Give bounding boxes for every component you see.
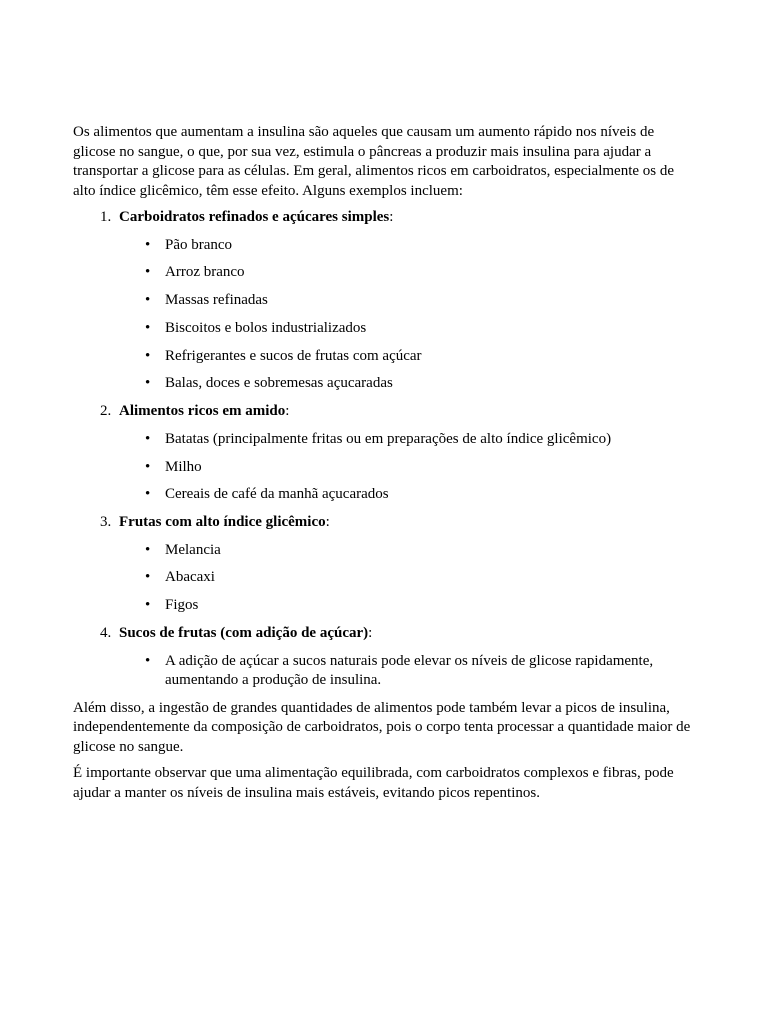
category-item <box>73 402 695 505</box>
food-item-text: Biscoitos e bolos industrializados <box>165 319 367 336</box>
food-list-item <box>119 236 695 256</box>
bullet-icon: • <box>145 486 151 503</box>
category-title: Carboidratos refinados e açúcares simples <box>119 209 390 225</box>
bullet-icon: • <box>145 292 151 309</box>
category-colon: : <box>285 403 290 420</box>
bullet-icon: • <box>145 541 151 558</box>
food-item-text: Melancia <box>165 541 221 558</box>
category-title: Sucos de frutas (com adição de açúcar) <box>119 625 369 642</box>
bullet-icon: • <box>145 264 151 281</box>
category-heading <box>119 624 695 644</box>
paragraph-insulin-spikes: Além disso, a ingestão de grandes quantidades de alimentos pode também levar a picos de insulina, independentemente da composição de carboidratos, pois o corpo tenta processar a quantidade maior de glicose no sangue. <box>73 699 691 755</box>
intro-paragraph: Os alimentos que aumentam a insulina são aqueles que causam um aumento rápido nos níveis de glicose no sangue, o que, por sua vez, estimula o pâncreas a produzir mais insulina para ajudar a transportar a glicose para as células. Em geral, alimentos ricos em carboidratos, especialmente os de alto índice glicêmico, têm esse efeito. Alguns exemplos incluem: <box>73 124 675 199</box>
bullet-icon: • <box>145 375 151 392</box>
food-sub-list <box>119 541 695 616</box>
food-item-text: A adição de açúcar a sucos naturais pode elevar os níveis de glicose rapidamente, aumentando a produção de insulina. <box>165 652 654 689</box>
food-item-text: Pão branco <box>165 236 233 253</box>
food-item-text: Figos <box>165 597 199 614</box>
category-heading <box>119 402 695 422</box>
bullet-icon: • <box>145 319 151 336</box>
category-number: 1. <box>100 209 112 225</box>
category-item <box>73 208 695 394</box>
food-list-item <box>119 430 695 450</box>
category-colon: : <box>368 625 373 642</box>
category-colon: : <box>389 209 394 225</box>
food-category-list <box>73 208 695 691</box>
food-item-text: Abacaxi <box>165 569 215 586</box>
category-heading <box>119 513 695 533</box>
food-list-item <box>119 568 695 588</box>
bullet-icon: • <box>145 597 151 614</box>
category-number: 2. <box>100 403 112 420</box>
food-list-item <box>119 374 695 394</box>
food-list-item <box>119 458 695 478</box>
category-item <box>73 513 695 616</box>
food-list-item <box>119 541 695 561</box>
food-list-item <box>119 291 695 311</box>
food-item-text: Refrigerantes e sucos de frutas com açúcar <box>165 347 422 364</box>
food-sub-list <box>119 236 695 394</box>
food-item-text: Balas, doces e sobremesas açucaradas <box>165 375 393 392</box>
food-list-item <box>119 319 695 339</box>
food-list-item <box>119 596 695 616</box>
food-list-item <box>119 485 695 505</box>
category-colon: : <box>325 514 330 531</box>
paragraph-balanced-diet: É importante observar que uma alimentação equilibrada, com carboidratos complexos e fibras, pode ajudar a manter os níveis de insulina mais estáveis, evitando picos repentinos. <box>73 765 674 801</box>
food-item-text: Milho <box>165 458 202 475</box>
bullet-icon: • <box>145 347 151 364</box>
category-title: Alimentos ricos em amido <box>119 403 286 420</box>
food-sub-list <box>119 652 695 691</box>
food-list-item <box>119 652 695 691</box>
food-sub-list <box>119 430 695 505</box>
bullet-icon: • <box>145 569 151 586</box>
bullet-icon: • <box>145 430 151 447</box>
category-title: Frutas com alto índice glicêmico <box>119 514 326 531</box>
food-list-item <box>119 263 695 283</box>
bullet-icon: • <box>145 236 151 253</box>
category-number: 4. <box>100 625 112 642</box>
bullet-icon: • <box>145 652 151 669</box>
food-list-item <box>119 347 695 367</box>
food-item-text: Arroz branco <box>165 264 245 281</box>
bullet-icon: • <box>145 458 151 475</box>
food-item-text: Massas refinadas <box>165 292 268 309</box>
food-item-text: Cereais de café da manhã açucarados <box>165 486 389 503</box>
category-item <box>73 624 695 691</box>
food-item-text: Batatas (principalmente fritas ou em preparações de alto índice glicêmico) <box>165 430 612 447</box>
category-number: 3. <box>100 514 112 531</box>
category-heading <box>119 208 695 228</box>
